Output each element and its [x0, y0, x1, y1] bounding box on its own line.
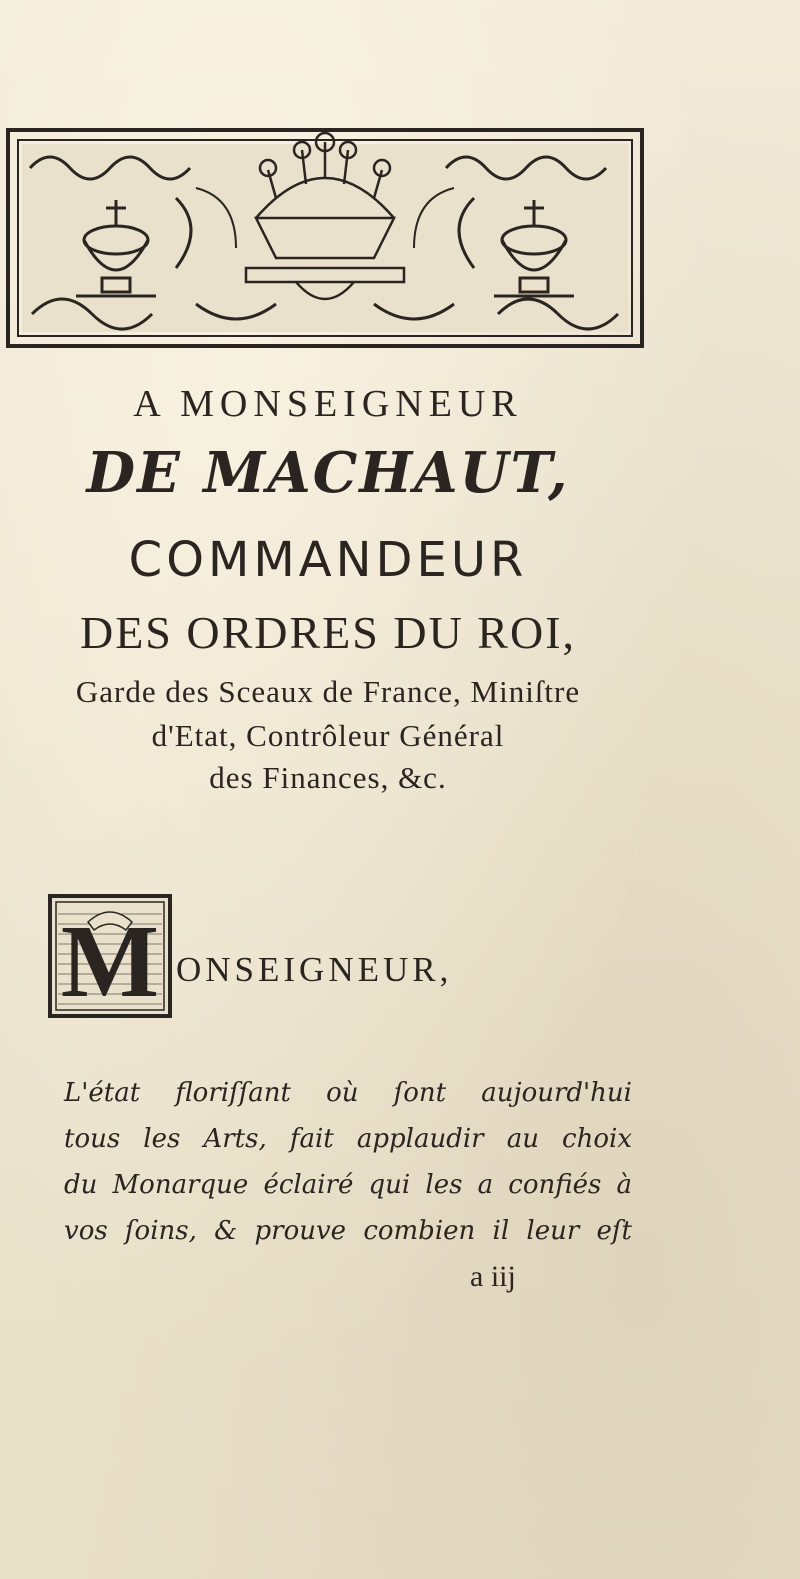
initial-letter: M — [60, 904, 160, 1019]
dedicatee-title-1: COMMANDEUR — [128, 532, 528, 588]
dedicatee-name: DE MACHAUT, — [86, 440, 570, 506]
body-line-1: L'état floriſſant où ſont aujourd'hui — [64, 1078, 632, 1108]
dedicatee-title-2: DES ORDRES DU ROI, — [79, 607, 577, 658]
dedicatee-subtitle-2: d'Etat, Contrôleur Général — [151, 718, 505, 753]
body-line-2: tous les Arts, fait applaudir au choix — [64, 1124, 632, 1154]
decorated-initial — [48, 894, 172, 1018]
salutation: ONSEIGNEUR, — [176, 950, 453, 989]
body-line-3: du Monarque éclairé qui les a confiés à — [64, 1170, 632, 1200]
dedicatee-subtitle-1: Garde des Sceaux de France, Miniſtre — [75, 674, 581, 709]
dedication-addressee: A MONSEIGNEUR — [133, 383, 523, 425]
body-line-4: vos ſoins, & prouve combien il leur eſt — [64, 1216, 632, 1246]
signature-mark: a iij — [470, 1260, 516, 1293]
dedicatee-subtitle-3: des Finances, &c. — [209, 760, 447, 795]
ornamental-headpiece — [6, 128, 644, 348]
